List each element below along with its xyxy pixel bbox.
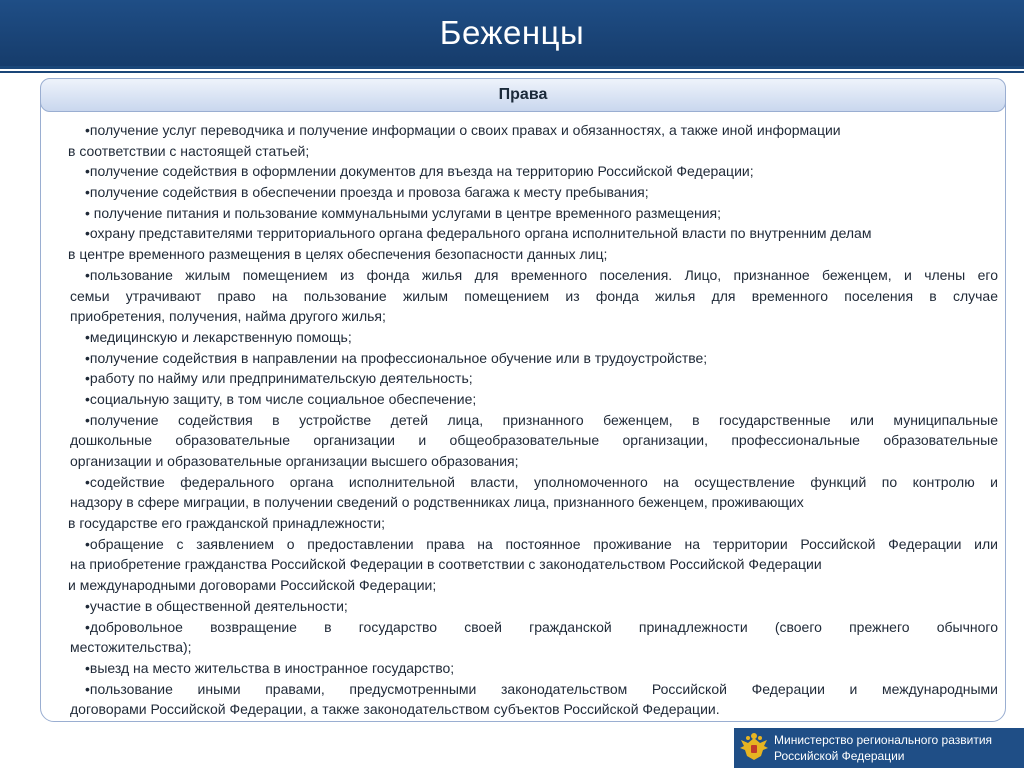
rights-line: •добровольное возвращение в государство своей гражданской принадлежности (своего прежнего обычного — [85, 618, 998, 635]
title-rule-thin — [0, 71, 1024, 73]
rights-line: договорами Российской Федерации, а также законодательством субъектов Российской Федерации. — [70, 701, 720, 718]
rights-list — [68, 120, 998, 720]
rights-line: •получение содействия в оформлении документов для въезда на территорию Российской Федерации; — [85, 163, 754, 180]
rights-line: •получение содействия в направлении на профессиональное обучение или в трудоустройстве; — [85, 349, 708, 366]
rights-line: надзору в сфере миграции, в получении сведений о родственниках лица, признанного беженцем, проживающих — [70, 494, 804, 511]
rights-line: местожительства); — [70, 639, 192, 656]
rights-line: •обращение с заявлением о предоставлении права на постоянное проживание на территории Российской Федерации или — [85, 535, 998, 552]
rights-line: •содействие федерального органа исполнительной власти, уполномоченного на осуществление функций по контролю и — [85, 473, 998, 490]
russian-coat-of-arms-icon — [738, 731, 770, 765]
rights-line: в соответствии с настоящей статьей; — [68, 142, 310, 159]
rights-line: •работу по найму или предпринимательскую деятельность; — [85, 370, 473, 387]
panel-header-label: Права — [498, 86, 548, 103]
rights-line: организации и образовательные организации высшего образования; — [70, 453, 519, 469]
slide-title: Беженцы — [439, 14, 585, 51]
rights-line: приобретения, получения, найма другого жилья; — [70, 308, 386, 325]
rights-line: дошкольные образовательные организации и общеобразовательные организации, профессиональные образовательные — [70, 432, 998, 449]
rights-line: •медицинскую и лекарственную помощь; — [85, 328, 352, 345]
rights-line: •охрану представителями территориального органа федерального органа исполнительной власти по внутренним делам — [85, 225, 872, 242]
ministry-name-line1: Министерство регионального развития — [774, 733, 993, 747]
rights-line: •пользование иными правами, предусмотренными законодательством Российской Федерации и международными — [85, 680, 998, 697]
rights-line: •получение услуг переводчика и получение информации о своих правах и обязанностях, а также иной информации — [85, 122, 841, 138]
ministry-name-line2: Российской Федерации — [774, 749, 905, 763]
rights-line: и международными договорами Российской Федерации; — [68, 577, 437, 594]
rights-line: •получение содействия в обеспечении проезда и провоза багажа к месту пребывания; — [85, 184, 649, 201]
rights-line: •социальную защиту, в том числе социальное обеспечение; — [85, 390, 477, 407]
rights-line: в центре временного размещения в целях обеспечения безопасности данных лиц; — [68, 246, 608, 263]
rights-line: •получение содействия в устройстве детей лица, признанного беженцем, в государственные или муниципальные — [85, 411, 998, 428]
rights-line: •выезд на место жительства в иностранное государство; — [85, 659, 455, 676]
rights-line: •пользование жилым помещением из фонда жилья для временного поселения. Лицо, признанное беженцем, и члены его — [85, 266, 998, 283]
rights-line: •участие в общественной деятельности; — [85, 597, 348, 614]
rights-line: на приобретение гражданства Российской Федерации в соответствии с законодательством Российской Федерации — [70, 556, 822, 573]
rights-line: • получение питания и пользование коммунальными услугами в центре временного размещения; — [85, 204, 722, 221]
title-rule-thick — [0, 66, 1024, 69]
rights-line: в государстве его гражданской принадлежности; — [68, 515, 386, 532]
rights-line: семьи утрачивают право на пользование жилым помещением из фонда жилья для временного поселения в случае — [70, 287, 998, 304]
